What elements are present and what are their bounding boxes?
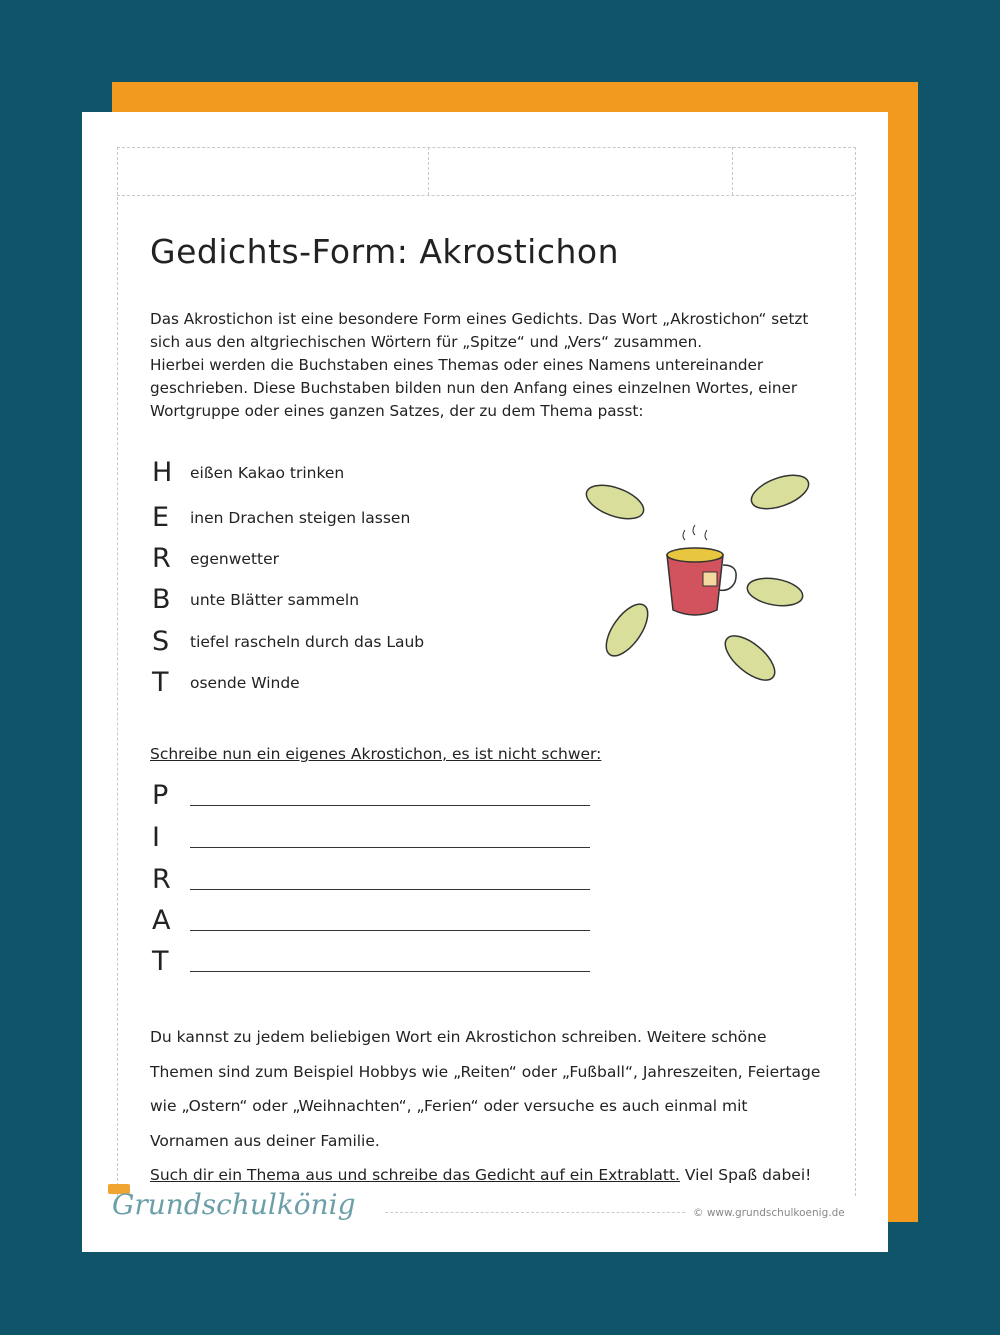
- outro-text: [150, 1020, 850, 1193]
- example-row: [152, 584, 359, 615]
- initial-letter: P: [152, 780, 169, 811]
- example-row: [152, 457, 344, 488]
- initial-letter: B: [152, 584, 171, 615]
- line-text: tiefel rascheln durch das Laub: [190, 632, 425, 651]
- example-row: [152, 543, 279, 574]
- exercise-row: [152, 905, 590, 936]
- initial-letter: H: [152, 457, 173, 488]
- writing-line[interactable]: [190, 951, 590, 972]
- outro-line: Themen sind zum Beispiel Hobbys wie „Reiten“ oder „Fußball“, Jahreszeiten, Feiertage: [150, 1062, 821, 1081]
- example-row: [152, 502, 410, 533]
- intro-line: sich aus den altgriechischen Wörtern für „Spitze“ und „Vers“ zusammen.: [150, 333, 703, 351]
- intro-line: geschrieben. Diese Buchstaben bilden nun den Anfang eines einzelnen Wortes, einer: [150, 379, 798, 397]
- leaf-icon: [747, 470, 813, 515]
- writing-line[interactable]: [190, 869, 590, 890]
- header-divider: [428, 147, 429, 195]
- closing-rest: Viel Spaß dabei!: [679, 1166, 812, 1184]
- initial-letter: A: [152, 905, 171, 936]
- line-text: osende Winde: [190, 673, 300, 692]
- initial-letter: R: [152, 543, 171, 574]
- teacup-icon: [667, 525, 736, 615]
- writing-line[interactable]: [190, 785, 590, 806]
- task-instruction: Schreibe nun ein eigenes Akrostichon, es ist nicht schwer:: [150, 745, 602, 763]
- outro-line: Du kannst zu jedem beliebigen Wort ein Akrostichon schreiben. Weitere schöne: [150, 1028, 767, 1046]
- page-title: Gedichts-Form: Akrostichon: [150, 232, 620, 271]
- initial-letter: I: [152, 822, 160, 853]
- header-fields: [117, 147, 854, 196]
- copyright: © www.grundschulkoenig.de: [693, 1207, 845, 1219]
- writing-line[interactable]: [190, 827, 590, 848]
- initial-letter: T: [152, 667, 169, 698]
- outro-line: wie „Ostern“ oder „Weihnachten“, „Ferien“ oder versuche es auch einmal mit: [150, 1097, 748, 1115]
- example-row: [152, 626, 424, 657]
- leaf-icon: [745, 574, 805, 609]
- exercise-row: [152, 822, 590, 853]
- closing-underlined: Such dir ein Thema aus und schreibe das Gedicht auf ein Extrablatt.: [150, 1166, 680, 1184]
- exercise-row: [152, 946, 590, 977]
- initial-letter: E: [152, 502, 170, 533]
- footer-divider: [385, 1212, 685, 1213]
- intro-line: Hierbei werden die Buchstaben eines Themas oder eines Namens untereinander: [150, 356, 764, 374]
- header-divider: [732, 147, 733, 195]
- writing-line[interactable]: [190, 910, 590, 931]
- line-text: eißen Kakao trinken: [190, 463, 345, 482]
- line-text: unte Blätter sammeln: [190, 590, 360, 609]
- exercise-row: [152, 780, 590, 811]
- exercise-row: [152, 864, 590, 895]
- leaf-icon: [598, 597, 655, 662]
- initial-letter: T: [152, 946, 169, 977]
- intro-line: Das Akrostichon ist eine besondere Form eines Gedichts. Das Wort „Akrostichon“ setzt: [150, 310, 809, 328]
- tea-and-leaves-illustration: [575, 470, 825, 690]
- leaf-icon: [718, 628, 782, 688]
- leaf-icon: [582, 479, 648, 526]
- initial-letter: R: [152, 864, 171, 895]
- initial-letter: S: [152, 626, 170, 657]
- outro-line: Vornamen aus deiner Familie.: [150, 1131, 380, 1150]
- intro-text: [150, 308, 850, 423]
- line-text: egenwetter: [190, 549, 280, 568]
- intro-line: Wortgruppe oder eines ganzen Satzes, der zu dem Thema passt:: [150, 402, 644, 420]
- line-text: inen Drachen steigen lassen: [190, 508, 411, 527]
- example-row: [152, 667, 300, 698]
- brand-logo: Grundschulkönig: [112, 1188, 356, 1221]
